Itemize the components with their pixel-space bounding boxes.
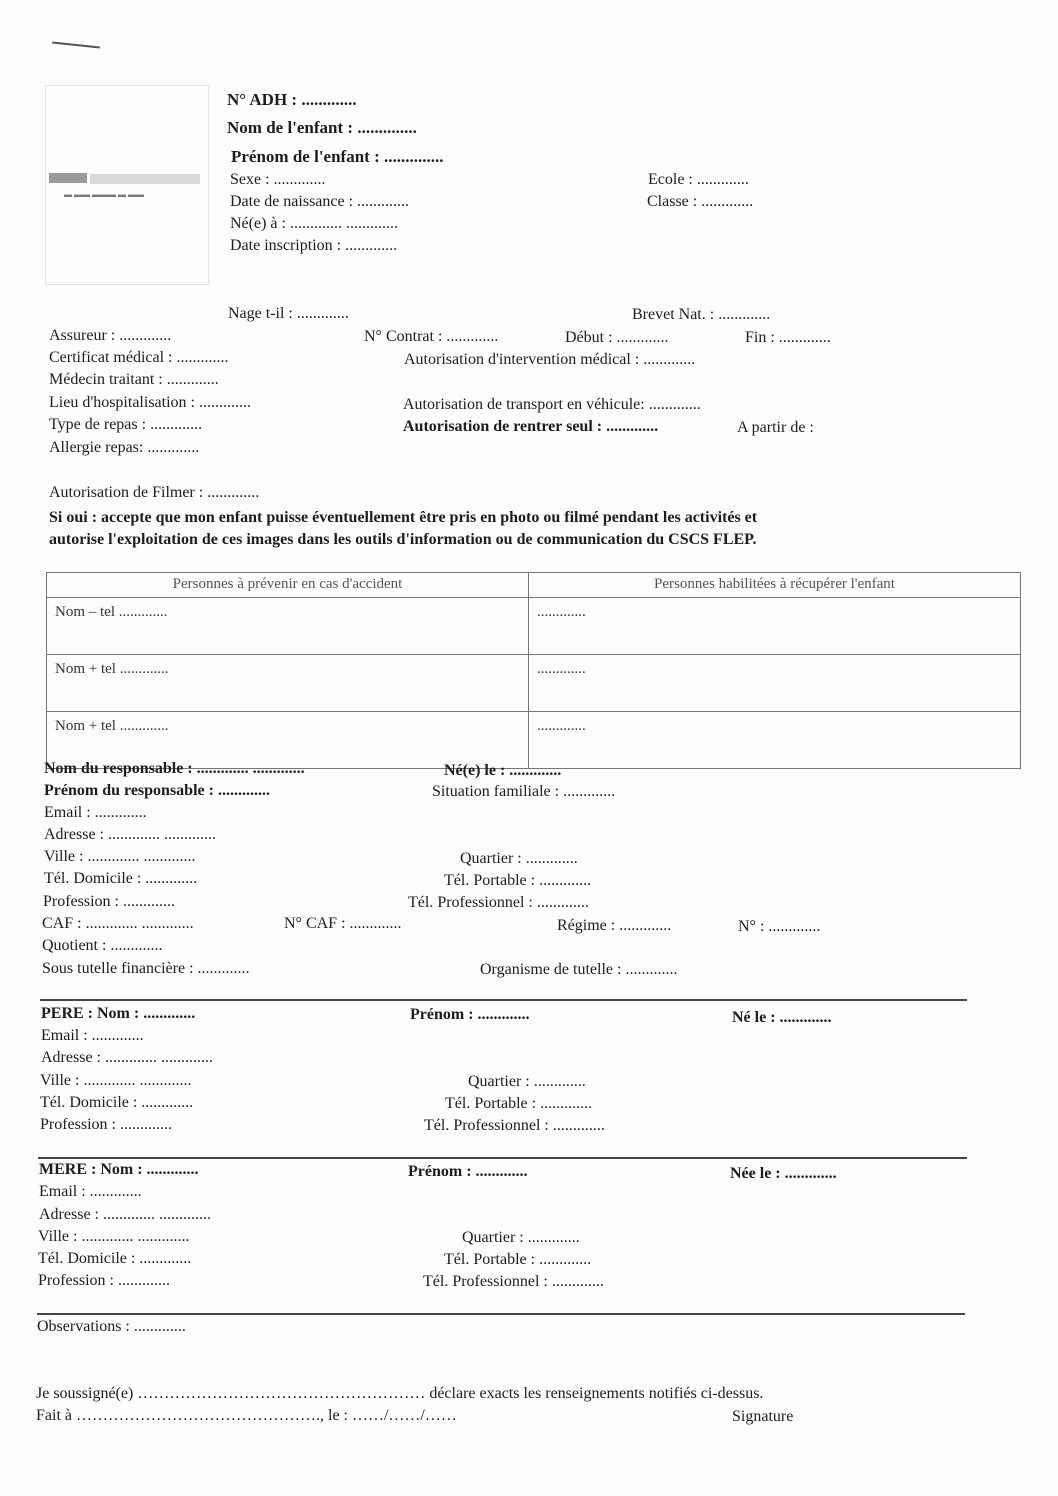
guardian-city-field[interactable]: Ville : ............. ............. [44,848,196,865]
start-field[interactable]: Début : ............. [565,329,669,346]
hospital-field[interactable]: Lieu d'hospitalisation : ............. [49,394,251,411]
mother-mobile-field[interactable]: Tél. Portable : ............. [444,1251,592,1268]
end-field[interactable]: Fin : ............. [745,329,831,346]
medical-certificate-field[interactable]: Certificat médical : ............. [49,349,229,366]
mother-name-field[interactable]: MERE : Nom : ............. [39,1161,199,1178]
guardian-mobile-field[interactable]: Tél. Portable : ............. [444,872,592,889]
guardian-email-field[interactable]: Email : ............. [44,804,147,821]
contact-cell[interactable]: Nom + tel ............. [47,712,529,769]
guardianship-field[interactable]: Sous tutelle financière : ............. [42,960,250,977]
observations-field[interactable]: Observations : ............. [37,1318,186,1335]
table-row [47,655,1021,712]
from-time-label[interactable]: A partir de : [737,419,814,436]
guardian-address-field[interactable]: Adresse : ............. ............. [44,826,216,843]
child-firstname-field[interactable]: Prénom de l'enfant : .............. [231,147,444,166]
quotient-field[interactable]: Quotient : ............. [42,937,163,954]
adh-field[interactable]: N° ADH : ............. [227,90,357,109]
mother-birthdate-field[interactable]: Née le : ............. [730,1165,837,1182]
swim-field[interactable]: Nage t-il : ............. [228,305,349,322]
consent-line-2: autorise l'exploitation de ces images dans les outils d'information ou de communication du CSCS FLEP. [49,531,757,548]
father-work-phone-field[interactable]: Tél. Professionnel : ............. [424,1117,605,1134]
father-district-field[interactable]: Quartier : ............. [468,1073,586,1090]
pickup-cell[interactable]: ............. [529,655,1021,712]
father-address-field[interactable]: Adresse : ............. ............. [41,1049,213,1066]
child-name-field[interactable]: Nom de l'enfant : .............. [227,118,417,137]
logo-caption: ▬ ▬▬ ▬▬▬ ▬ ▬▬ [64,190,144,199]
section-divider [37,1313,965,1315]
father-firstname-field[interactable]: Prénom : ............. [410,1006,530,1023]
place-date-line[interactable]: Fait à ………………………………………., le : ……/……/…… [36,1407,457,1424]
birthplace-field[interactable]: Né(e) à : ............. ............. [230,215,398,232]
sex-field[interactable]: Sexe : ............. [230,171,326,188]
father-name-field[interactable]: PERE : Nom : ............. [41,1005,196,1022]
guardian-profession-field[interactable]: Profession : ............. [43,893,175,910]
contract-field[interactable]: N° Contrat : ............. [364,328,499,345]
guardianship-org-field[interactable]: Organisme de tutelle : ............. [480,961,678,978]
signature-label[interactable]: Signature [732,1408,794,1425]
doctor-field[interactable]: Médecin traitant : ............. [49,371,219,388]
contacts-head-right: Personnes habilitées à récupérer l'enfant [529,573,1021,598]
pickup-cell[interactable]: ............. [529,712,1021,769]
logo-mark [49,173,87,183]
mother-firstname-field[interactable]: Prénom : ............. [408,1163,528,1180]
father-home-phone-field[interactable]: Tél. Domicile : ............. [40,1094,194,1111]
guardian-home-phone-field[interactable]: Tél. Domicile : ............. [44,870,198,887]
mother-home-phone-field[interactable]: Tél. Domicile : ............. [38,1250,192,1267]
contact-cell[interactable]: Nom – tel ............. [47,598,529,655]
father-birthdate-field[interactable]: Né le : ............. [732,1009,832,1026]
pickup-cell[interactable]: ............. [529,598,1021,655]
consent-line-1: Si oui : accepte que mon enfant puisse éventuellement être pris en photo ou filmé pendant les activités et [49,509,758,526]
pen-mark [52,41,100,48]
father-mobile-field[interactable]: Tél. Portable : ............. [445,1095,593,1112]
father-profession-field[interactable]: Profession : ............. [40,1116,172,1133]
class-field[interactable]: Classe : ............. [647,193,754,210]
insurer-field[interactable]: Assureur : ............. [49,327,172,344]
section-divider [40,999,967,1001]
guardian-name-field[interactable]: Nom du responsable : ............. ............. [44,760,305,777]
go-home-alone-field[interactable]: Autorisation de rentrer seul : ............. [403,418,659,435]
declaration-line[interactable]: Je soussigné(e) ……………………………………………… déclare exacts les renseignements notifiés ci-dessus. [36,1385,764,1402]
school-field[interactable]: Ecole : ............. [648,171,749,188]
guardian-work-phone-field[interactable]: Tél. Professionnel : ............. [408,894,589,911]
registration-date-field[interactable]: Date inscription : ............. [230,237,398,254]
mother-profession-field[interactable]: Profession : ............. [38,1272,170,1289]
meal-type-field[interactable]: Type de repas : ............. [49,416,203,433]
brevet-field[interactable]: Brevet Nat. : ............. [632,306,771,323]
table-row [47,598,1021,655]
caf-field[interactable]: CAF : ............. ............. [42,915,194,932]
contacts-table [46,572,1021,769]
birthdate-field[interactable]: Date de naissance : ............. [230,193,410,210]
mother-address-field[interactable]: Adresse : ............. ............. [39,1206,211,1223]
mother-district-field[interactable]: Quartier : ............. [462,1229,580,1246]
photo-box [45,85,209,285]
guardian-district-field[interactable]: Quartier : ............. [460,850,578,867]
filming-field[interactable]: Autorisation de Filmer : ............. [49,484,260,501]
contacts-head-left: Personnes à prévenir en cas d'accident [47,573,529,598]
section-divider [38,1157,967,1159]
transport-field[interactable]: Autorisation de transport en véhicule: ............. [403,396,701,413]
medical-intervention-field[interactable]: Autorisation d'intervention médical : ............. [404,351,696,368]
caf-number-field[interactable]: N° CAF : ............. [284,915,402,932]
guardian-firstname-field[interactable]: Prénom du responsable : ............. [44,782,270,799]
allergy-field[interactable]: Allergie repas: ............. [49,439,200,456]
regime-field[interactable]: Régime : ............. [557,917,672,934]
father-city-field[interactable]: Ville : ............. ............. [40,1072,192,1089]
mother-email-field[interactable]: Email : ............. [39,1183,142,1200]
guardian-birthdate-field[interactable]: Né(e) le : ............. [444,762,562,779]
number-field[interactable]: N° : ............. [738,918,821,935]
mother-work-phone-field[interactable]: Tél. Professionnel : ............. [423,1273,604,1290]
mother-city-field[interactable]: Ville : ............. ............. [38,1228,190,1245]
contact-cell[interactable]: Nom + tel ............. [47,655,529,712]
logo-text-block [90,174,200,184]
father-email-field[interactable]: Email : ............. [41,1027,144,1044]
family-situation-field[interactable]: Situation familiale : ............. [432,783,616,800]
